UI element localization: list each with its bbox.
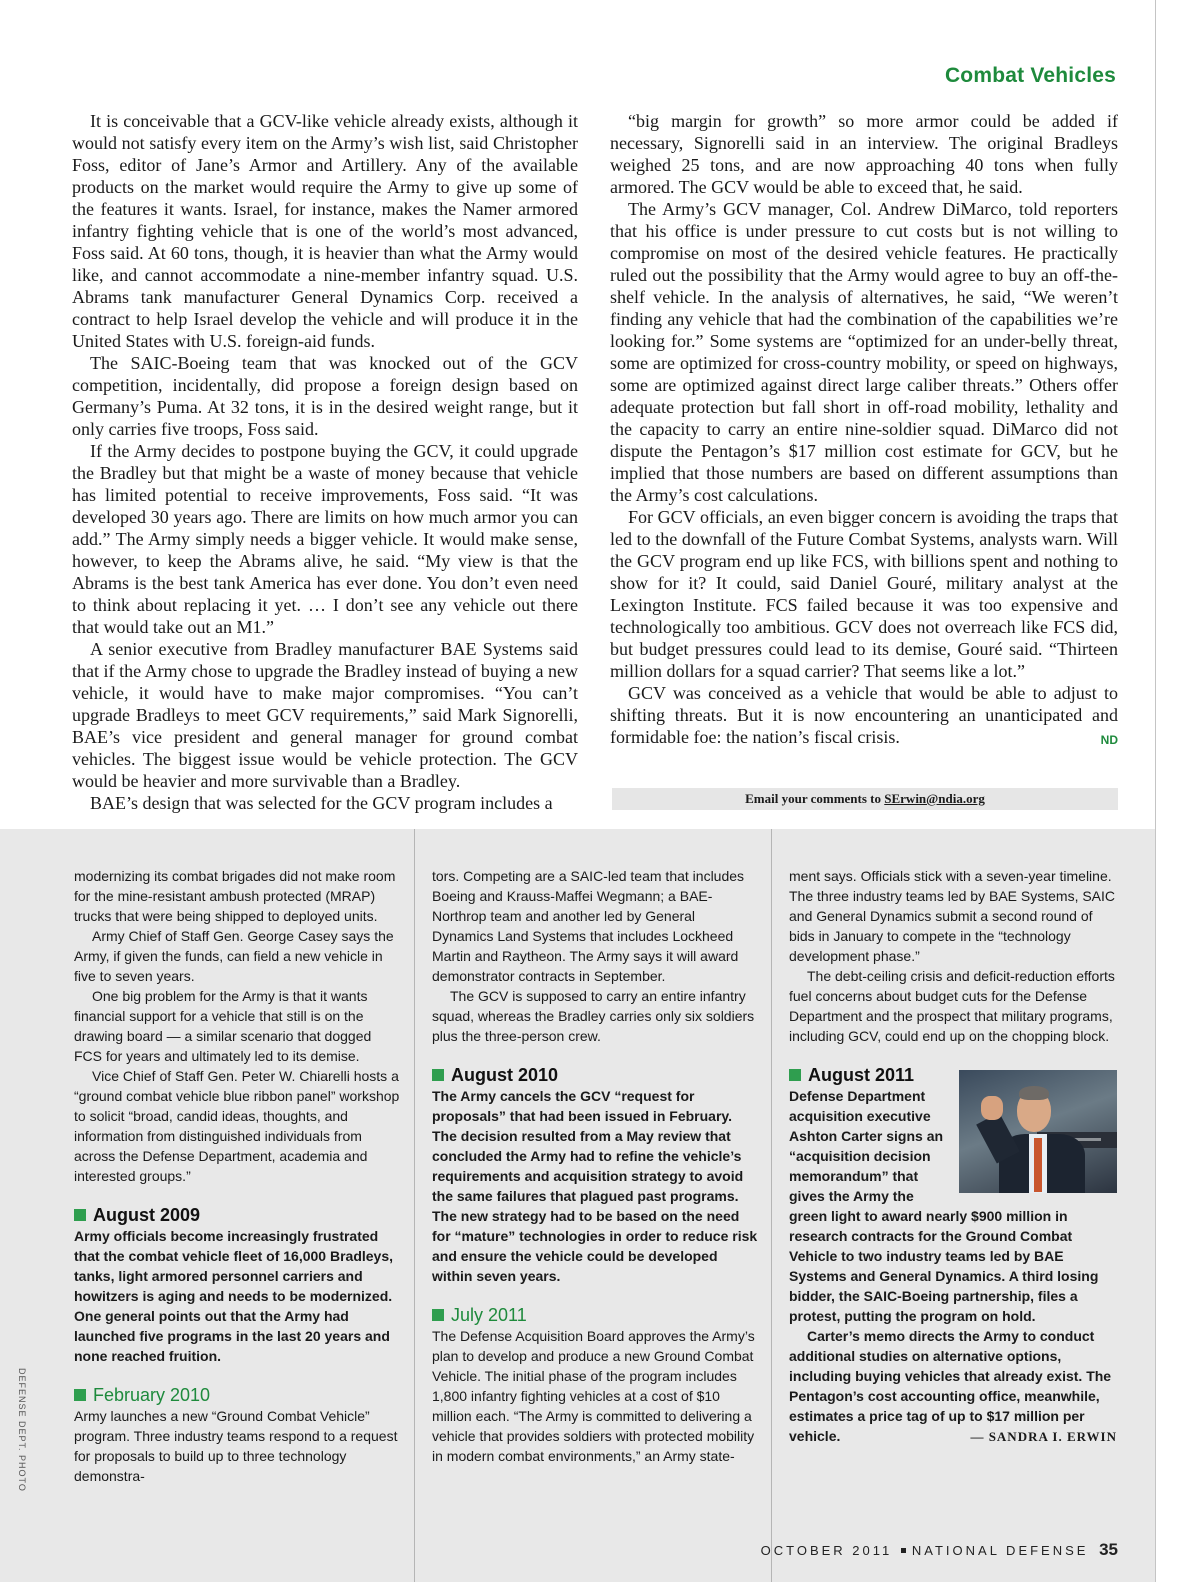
email-prompt: Email your comments to: [745, 791, 885, 806]
timeline-heading-aug-2011: August 2011: [789, 1064, 1117, 1086]
timeline-entry-aug-2011: Defense Department acquisition executive Ashton Carter signs an “acquisition decision memorandum” that gives the Army the green light to award nearly $900 million in research contracts for the Ground Combat Vehicle to two industry teams led by BAE Systems and General Dynamics. A third losing bidder, the SAIC-Boeing partnership, files a protest, putting the program on hold.: [789, 1088, 1099, 1324]
timeline-paragraph: Army Chief of Staff Gen. George Casey says the Army, if given the funds, can field a new vehicle in five to seven years.: [74, 928, 394, 984]
page-number: 35: [1099, 1540, 1118, 1559]
article-paragraph: The SAIC-Boeing team that was knocked out of the GCV competition, incidentally, did propose a foreign design based on Germany’s Puma. At 32 tons, it is in the desired weight range, but it only carries five troops, Foss said.: [72, 353, 578, 439]
end-mark: ND: [1100, 733, 1118, 747]
photo-hand: [981, 1096, 1003, 1120]
footer-separator-icon: [901, 1548, 906, 1553]
photo-credit: DEFENSE DEPT. PHOTO: [17, 1368, 27, 1492]
timeline-paragraph: Vice Chief of Staff Gen. Peter W. Chiarelli hosts a “ground combat vehicle blue ribbon panel” workshop to solicit “broad, candid ideas, thoughts, and information from distinguished individuals from across the Defense Department, academia and interested groups.”: [74, 1068, 400, 1184]
page-edge-rule: [1155, 0, 1156, 1582]
section-label: Combat Vehicles: [944, 64, 1116, 87]
timeline-heading-aug-2010: August 2010: [432, 1064, 758, 1086]
bullet-square-icon: [74, 1389, 86, 1401]
issue-date: OCTOBER 2011: [760, 1543, 893, 1558]
article-paragraph: For GCV officials, an even bigger concern is avoiding the traps that led to the downfall of the Future Combat Systems, analysts warn. Will the GCV program end up like FCS, with billions spent and nothing to show for it? It could, said Daniel Gouré, military analyst at the Lexington Institute. FCS failed because it was too expensive and technologically too ambitious. GCV does not overreach like FCS did, but budget pressures could lead to its demise, Gouré said. “Thirteen million dollars for a squad carrier? That seems like a lot.”: [610, 507, 1118, 681]
bullet-square-icon: [74, 1209, 86, 1221]
timeline-column-1: [74, 866, 400, 1486]
photo-hair: [1019, 1086, 1049, 1100]
article-paragraph: A senior executive from Bradley manufacturer BAE Systems said that if the Army chose to upgrade the Bradley instead of buying a new vehicle, it would have to make major compromises. “You can’t upgrade Bradleys to meet GCV requirements,” said Mark Signorelli, BAE’s vice president and general manager for ground combat vehicles. The biggest issue would be vehicle protection. The GCV would be heavier and more survivable than a Bradley.: [72, 639, 578, 791]
timeline-entry-feb-2010: Army launches a new “Ground Combat Vehicle” program. Three industry teams respond to a request for proposals to build up to three technology demonstra-: [74, 1408, 398, 1484]
timeline-paragraph: tors. Competing are a SAIC-led team that includes Boeing and Krauss-Maffei Wegmann; a BAE-Northrop team and another led by General Dynamics Land Systems that includes Lockheed Martin and Raytheon. The Army says it will award demonstrator contracts in September.: [432, 868, 745, 984]
timeline-entry-aug-2009: Army officials become increasingly frustrated that the combat vehicle fleet of 16,000 Bradleys, tanks, light armored personnel carriers and howitzers is aging and needs to be modernized. One general points out that the Army had launched five programs in the last 20 years and none reached fruition.: [74, 1228, 394, 1364]
timeline-entry-aug-2011-continued: Carter’s memo directs the Army to conduct additional studies on alternative options, including buying vehicles that already exist. The Pentagon’s cost accounting office, meanwhile, estimates a price tag of up to $17 million per vehicle. — SANDRA I. ERWIN: [789, 1326, 1117, 1446]
column-divider: [771, 829, 772, 1582]
article-paragraph: “big margin for growth” so more armor could be added if necessary, Signorelli said in an interview. The original Bradleys weighed 25 tons, and are now approaching 40 tons when fully armored. The GCV would be able to exceed that, he said.: [610, 111, 1118, 197]
timeline-heading-jul-2011: July 2011: [432, 1304, 758, 1326]
timeline-entry-jul-2011: The Defense Acquisition Board approves the Army’s plan to develop and produce a new Ground Combat Vehicle. The initial phase of the program includes 1,800 infantry fighting vehicles at a cost of $10 million each. “The Army is committed to delivering a vehicle that provides soldiers with protected mobility in modern combat environments,” an Army state-: [432, 1328, 755, 1464]
timeline-paragraph: The debt-ceiling crisis and deficit-reduction efforts fuel concerns about budget cuts for the Defense Department and the prospect that military programs, including GCV, could end up on the chopping block.: [789, 968, 1115, 1044]
article-left-column: [72, 110, 578, 814]
ashton-carter-photo: [959, 1070, 1117, 1193]
email-link[interactable]: SErwin@ndia.org: [884, 791, 985, 806]
article-paragraph: BAE’s design that was selected for the GCV program includes a: [90, 793, 553, 813]
timeline-paragraph: ment says. Officials stick with a seven-year timeline. The three industry teams led by BAE Systems, SAIC and General Dynamics submit a second round of bids in January to compete in the “technology development phase.”: [789, 868, 1116, 964]
timeline-paragraph: The GCV is supposed to carry an entire infantry squad, whereas the Bradley carries only six soldiers plus the three-person crew.: [432, 988, 755, 1044]
article-paragraph: [610, 682, 1118, 748]
article-paragraph: The Army’s GCV manager, Col. Andrew DiMarco, told reporters that his office is under pressure to cut costs but is not willing to compromise on most of the desired vehicle features. He practically ruled out the possibility that the Army would agree to buy an off-the-shelf vehicle. In the analysis of alternatives, he said, “We weren’t finding any vehicle that had the combination of the capabilities we’re looking for.” Some systems are “optimized for an under-belly threat, some are optimized for cross-country mobility, or speed on highways, some are optimized against direct large caliber threats.” Others offer adequate protection but fall short in off-road mobility, lethality and the capacity to carry an entire nine-soldier squad. DiMarco did not dispute the Pentagon’s $17 million cost estimate for GCV, but he implied that those numbers are based on different assumptions than the Army’s cost calculations.: [610, 199, 1118, 505]
timeline-entry-aug-2010: The Army cancels the GCV “request for proposals” that had been issued in February. The decision resulted from a May review that concluded the Army had to refine the vehicle’s requirements and acquisition strategy to avoid the same failures that plagued past programs. The new strategy had to be based on the need for “mature” technologies in order to reduce risk and ensure the vehicle could be developed within seven years.: [432, 1088, 758, 1284]
timeline-column-2: [432, 866, 758, 1466]
author-signoff: — SANDRA I. ERWIN: [970, 1429, 1117, 1444]
email-comments-box: [612, 788, 1118, 810]
bullet-square-icon: [789, 1069, 801, 1081]
article-paragraph: If the Army decides to postpone buying the GCV, it could upgrade the Bradley but that might be a waste of money because that vehicle has limited potential to receive improvements, Foss said. “It was developed 30 years ago. There are limits on how much armor you can add.” The Army simply needs a bigger vehicle. It would make sense, however, to keep the Abrams alive, he said. “My view is that the Abrams is the best tank America has ever done. You don’t even need to think about replacing it yet. … I don’t see any vehicle out there that would take out an M1.”: [72, 441, 578, 637]
timeline-heading-feb-2010: February 2010: [74, 1384, 400, 1406]
column-divider: [414, 829, 415, 1582]
timeline-column-3: [789, 866, 1117, 1447]
article-right-column: [610, 110, 1118, 751]
timeline-paragraph: One big problem for the Army is that it wants financial support for a vehicle that still is on the drawing board — a similar scenario that dogged FCS for years and ultimately led to its demise.: [74, 988, 372, 1064]
article-paragraph: It is conceivable that a GCV-like vehicle already exists, although it would not satisfy every item on the Army’s wish list, said Christopher Foss, editor of Jane’s Armor and Artillery. Any of the available products on the market would require the Army to give up some of the features it wants. Israel, for instance, makes the Namer armored infantry fighting vehicle that is one of the world’s most advanced, Foss said. At 60 tons, though, it is heavier than what the Army would like, and cannot accommodate a nine-member infantry squad. U.S. Abrams tank manufacturer General Dynamics Corp. received a contract to help Israel develop the vehicle and will produce it in the United States with U.S. foreign-aid funds.: [72, 111, 578, 351]
timeline-heading-aug-2009: August 2009: [74, 1204, 400, 1226]
bullet-square-icon: [432, 1069, 444, 1081]
timeline-paragraph: modernizing its combat brigades did not make room for the mine-resistant ambush protected (MRAP) trucks that were being shipped to deployed units.: [74, 868, 396, 924]
page-footer: [761, 1540, 1118, 1560]
bullet-square-icon: [432, 1309, 444, 1321]
article-closing-text: GCV was conceived as a vehicle that would be able to adjust to shifting threats. But it is now encountering an unanticipated and formidable foe: the nation’s fiscal crisis.: [610, 683, 1118, 747]
photo-tie: [1034, 1138, 1042, 1192]
magazine-name: NATIONAL DEFENSE: [911, 1543, 1089, 1558]
